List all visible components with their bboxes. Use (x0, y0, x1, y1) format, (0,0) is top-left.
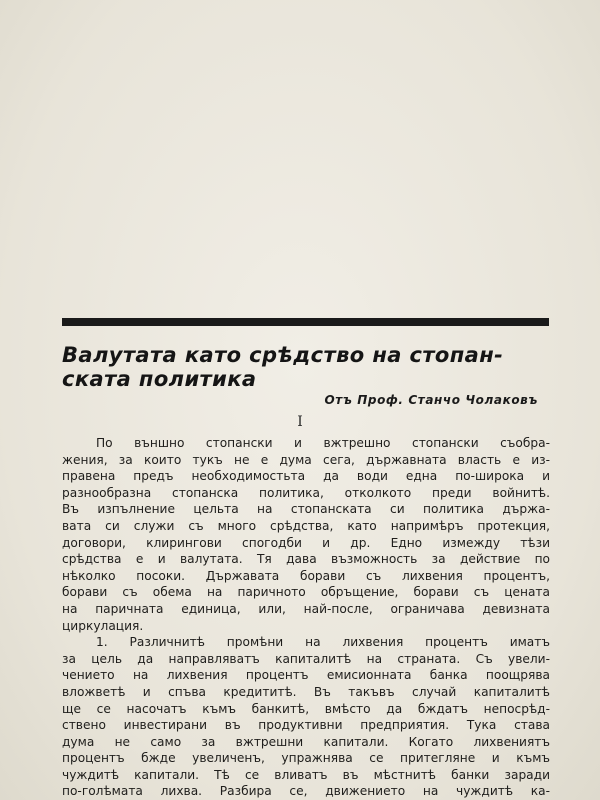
body-line: циркулация. (62, 618, 144, 633)
body-line: ствено инвестирани въ продуктивни предприятия. Тука става (62, 718, 550, 733)
body-line: на паричната единица, или, най-после, ограничава девизната (62, 601, 550, 616)
body-line: нѣколко посоки. Държавата борави съ лихвения процентъ, (62, 568, 550, 583)
section-number: I (297, 414, 303, 430)
body-line: договори, клирингови спогодби и др. Едно измежду тѣзи (62, 535, 550, 550)
body-line: жения, за които тукъ не е дума сега, държавната власть е из- (62, 452, 550, 467)
body-line: ще се насочатъ къмъ банкитѣ, вмѣсто да бждатъ непосрѣд- (62, 701, 550, 716)
article-title (62, 343, 562, 391)
body-line: вложветѣ и спъва кредититѣ. Въ такъвъ случай капиталитѣ (62, 684, 550, 699)
body-line: по-голѣмата лихва. Разбира се, движението на чуждитѣ ка- (62, 784, 550, 799)
body-line: процентъ бжде увеличенъ, упражнява се притегляне и къмъ (62, 751, 550, 766)
body-line: вата си служи съ много срѣдства, като напримѣръ протекция, (62, 518, 550, 533)
body-line: разнообразна стопанска политика, отколкото преди войнитѣ. (62, 485, 550, 500)
article-title-line: Валутата като срѣдство на стопан- (62, 343, 504, 367)
body-line: дума не само за вжтрешни капитали. Когато лихвениятъ (62, 734, 550, 749)
body-line: 1. Различнитѣ промѣни на лихвения процентъ иматъ (96, 635, 550, 650)
body-line: борави съ обема на паричното обръщение, борави съ цената (62, 585, 550, 600)
article-body (62, 435, 550, 800)
body-line: Въ изпълнение цельта на стопанската си политика държа- (62, 502, 550, 517)
body-line: срѣдства е и валутата. Тя дава възможность за действие по (62, 552, 550, 567)
body-line: за цель да направляватъ капиталитѣ на страната. Съ увели- (62, 651, 550, 666)
body-line: чуждитѣ капитали. Тѣ се вливатъ въ мѣстнитѣ банки заради (62, 767, 550, 782)
body-line: По външно стопански и вжтрешно стопански съобра- (96, 436, 550, 450)
article-title-line: ската политика (62, 367, 257, 391)
body-line: правена предъ необходимостьта да води една по-широка и (62, 469, 550, 484)
author-byline: Отъ Проф. Станчо Чолаковъ (324, 393, 538, 407)
header-rule (62, 318, 549, 326)
body-line: чението на лихвения процентъ емисионната банка поощрява (62, 668, 550, 683)
